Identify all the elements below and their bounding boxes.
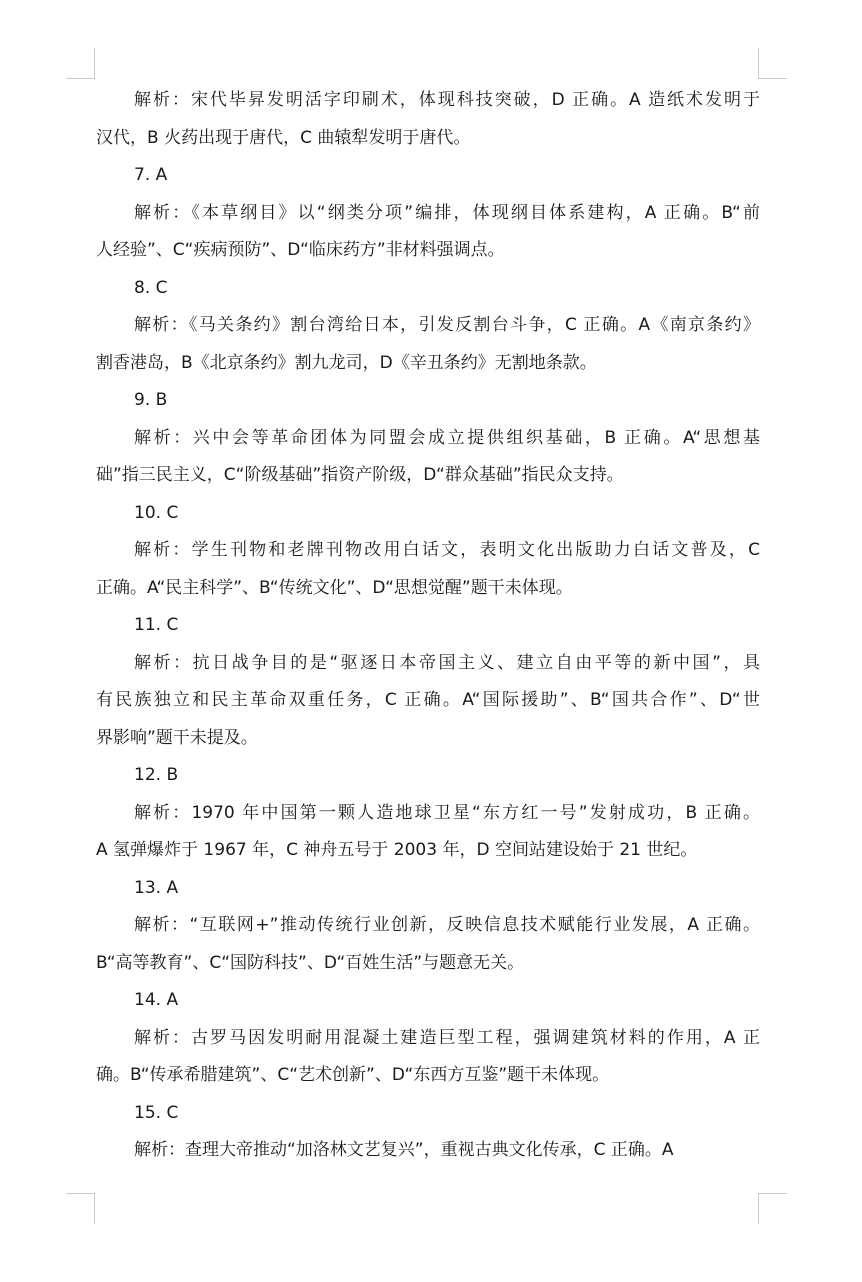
answer-key: 11. C <box>134 615 179 635</box>
explanation-line: 解析：《本草纲目》以“纲类分项”编排，体现纲目体系建构，A 正确。B“前 <box>134 202 760 223</box>
explanation-line: 解析：查理大帝推动“加洛林文艺复兴”，重视古典文化传承，C 正确。A <box>134 1140 674 1160</box>
explanation-line: 础”指三民主义，C“阶级基础”指资产阶级，D“群众基础”指民众支持。 <box>96 465 624 485</box>
crop-mark-top-left <box>66 48 95 79</box>
explanation-line: 解析：抗日战争目的是“驱逐日本帝国主义、建立自由平等的新中国”，具 <box>134 652 760 673</box>
explanation-line: 解析：“互联网+”推动传统行业创新，反映信息技术赋能行业发展，A 正确。 <box>134 915 760 935</box>
explanation-line: 人经验”、C“疾病预防”、D“临床药方”非材料强调点。 <box>96 240 505 260</box>
explanation-line: 有民族独立和民主革命双重任务，C 正确。A“国际援助”、B“国共合作”、D“世 <box>96 690 760 710</box>
crop-mark-top-right <box>758 48 787 79</box>
explanation-line: 解析：《马关条约》割台湾给日本，引发反割台斗争，C 正确。A《南京条约》 <box>134 315 760 335</box>
answer-explanations <box>96 82 760 1170</box>
explanation-line: 解析：宋代毕昇发明活字印刷术，体现科技突破，D 正确。A 造纸术发明于 <box>134 90 760 110</box>
explanation-line: 界影响”题干未提及。 <box>96 727 258 748</box>
crop-mark-bottom-right <box>758 1193 787 1224</box>
explanation-line: 解析：学生刊物和老牌刊物改用白话文，表明文化出版助力白话文普及，C <box>134 540 760 560</box>
answer-key: 8. C <box>134 277 168 298</box>
explanation-line: 确。B“传承希腊建筑”、C“艺术创新”、D“东西方互鉴”题干未体现。 <box>96 1065 610 1085</box>
explanation-line: 汉代，B 火药出现于唐代，C 曲辕犁发明于唐代。 <box>96 127 471 148</box>
explanation-line: 解析：古罗马因发明耐用混凝土建造巨型工程，强调建筑材料的作用，A 正 <box>134 1027 760 1048</box>
answer-key: 7. A <box>134 165 168 185</box>
explanation-line: 割香港岛，B《北京条约》割九龙司，D《辛丑条约》无割地条款。 <box>96 352 597 373</box>
answer-key: 14. A <box>134 990 179 1010</box>
answer-key: 12. B <box>134 765 179 785</box>
answer-key: 15. C <box>134 1102 179 1123</box>
explanation-line: 正确。A“民主科学”、B“传统文化”、D“思想觉醒”题干未体现。 <box>96 577 573 598</box>
answer-key: 10. C <box>134 502 179 523</box>
explanation-line: 解析：1970 年中国第一颗人造地球卫星“东方红一号”发射成功，B 正确。 <box>134 802 760 823</box>
answer-key: 13. A <box>134 877 179 898</box>
explanation-line: 解析：兴中会等革命团体为同盟会成立提供组织基础，B 正确。A“思想基 <box>134 427 760 448</box>
explanation-line: B“高等教育”、C“国防科技”、D“百姓生活”与题意无关。 <box>96 952 525 973</box>
crop-mark-bottom-left <box>66 1193 95 1224</box>
explanation-line: A 氢弹爆炸于 1967 年，C 神舟五号于 2003 年，D 空间站建设始于 21 世纪。 <box>96 840 698 860</box>
answer-key: 9. B <box>134 390 168 410</box>
